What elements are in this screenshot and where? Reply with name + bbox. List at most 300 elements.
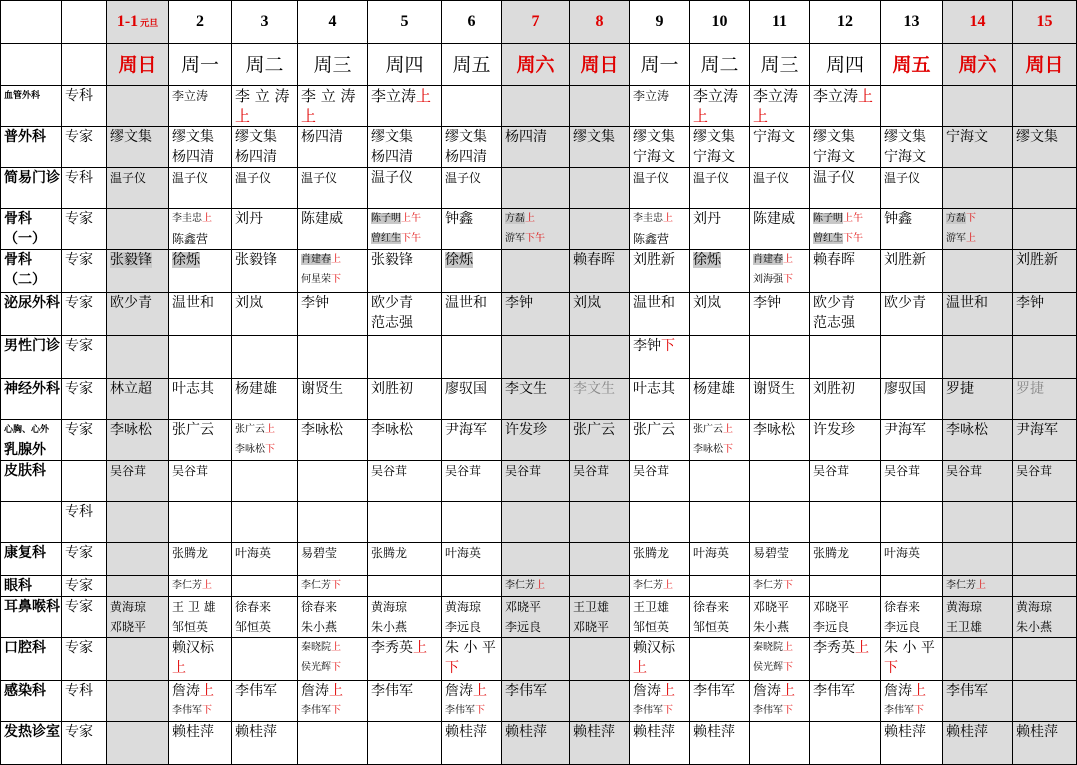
doctor-cell <box>810 597 881 638</box>
doctor-name-text: 范志强 <box>371 315 413 331</box>
doctor-name <box>813 293 880 313</box>
department-cell <box>1 420 62 461</box>
date-number: 14 <box>969 13 986 30</box>
doctor-name <box>633 336 689 356</box>
doctor-name-text: 李咏松 <box>235 444 265 455</box>
schedule-row <box>1 168 1077 209</box>
doctor-name <box>753 379 809 399</box>
date-number: 13 <box>903 13 920 30</box>
doctor-cell <box>107 597 169 638</box>
doctor-name-text: 张毅锋 <box>110 252 152 268</box>
weekday-cell: 周三 <box>298 44 368 86</box>
doctor-name-text: 肖建春 <box>301 254 331 265</box>
doctor-name <box>235 681 297 701</box>
doctor-name-text: 黄海琼 <box>946 600 983 614</box>
date-number-cell <box>750 1 810 44</box>
doctor-name-text: 李咏松 <box>301 422 343 438</box>
department-cell <box>1 293 62 336</box>
session-marker: 下 <box>331 274 341 285</box>
doctor-cell <box>570 293 630 336</box>
doctor-name-text: 许发珍 <box>505 422 547 438</box>
doctor-name-text: 陈子明 <box>371 213 401 224</box>
doctor-cell <box>107 420 169 461</box>
doctor-name-text: 秦晓院 <box>753 642 783 653</box>
doctor-name <box>371 681 441 701</box>
doctor-cell <box>232 681 298 722</box>
doctor-name <box>813 597 880 617</box>
doctor-cell <box>368 336 442 379</box>
doctor-name <box>633 127 689 147</box>
doctor-cell <box>881 681 943 722</box>
doctor-name <box>946 127 1012 147</box>
session-marker: 下午 <box>401 233 421 244</box>
doctor-name-text: 温子仪 <box>633 171 670 185</box>
doctor-name <box>946 379 1012 399</box>
doctor-cell <box>107 576 169 597</box>
department-cell <box>1 86 62 127</box>
doctor-name <box>946 617 1012 637</box>
doctor-name <box>633 681 689 701</box>
session-marker: 上 <box>331 642 341 653</box>
doctor-cell <box>298 576 368 597</box>
doctor-name-text: 朱小燕 <box>371 620 408 634</box>
session-marker: 上 <box>663 580 673 591</box>
doctor-name-text: 下 <box>884 660 898 676</box>
doctor-name-text: 缪文集 <box>371 129 413 145</box>
doctor-cell <box>881 576 943 597</box>
doctor-cell <box>690 722 750 765</box>
doctor-cell <box>881 543 943 576</box>
doctor-name <box>172 681 231 701</box>
session-marker: 下 <box>202 705 212 716</box>
doctor-name <box>946 420 1012 440</box>
doctor-name <box>445 597 501 617</box>
doctor-name <box>235 597 297 617</box>
doctor-cell <box>232 543 298 576</box>
doctor-name-text: 徐烁 <box>445 252 473 268</box>
doctor-name <box>693 597 749 617</box>
doctor-name-text: 李文生 <box>573 381 615 397</box>
doctor-cell <box>1013 336 1077 379</box>
date-number: 15 <box>1036 13 1053 30</box>
doctor-name-text: 杨四清 <box>445 149 487 165</box>
weekday-cell: 周三 <box>750 44 810 86</box>
doctor-name-text: 李伟军 <box>884 705 914 716</box>
doctor-name <box>633 597 689 617</box>
doctor-name <box>110 293 168 313</box>
doctor-name-text: 谢贤生 <box>753 381 795 397</box>
date-number: 7 <box>531 13 540 30</box>
doctor-cell <box>630 420 690 461</box>
doctor-name <box>633 379 689 399</box>
doctor-cell <box>630 168 690 209</box>
doctor-name <box>813 420 880 440</box>
doctor-name <box>884 658 942 678</box>
schedule-row <box>1 597 1077 638</box>
doctor-name-text: 温世和 <box>633 295 675 311</box>
department-name: 血管外科 <box>4 91 41 101</box>
session-marker: 上 <box>202 580 212 591</box>
doctor-cell <box>630 502 690 543</box>
doctor-name <box>884 168 942 188</box>
doctor-name <box>813 543 880 563</box>
session-marker: 上 <box>781 683 795 699</box>
doctor-cell <box>810 543 881 576</box>
session-marker: 上 <box>661 683 675 699</box>
doctor-name-text: 陈建威 <box>301 211 343 227</box>
doctor-name-text: 詹涛 <box>633 683 661 699</box>
doctor-name-text: 上 <box>235 107 251 125</box>
doctor-name-text: 李远良 <box>813 620 850 634</box>
doctor-name <box>633 461 689 481</box>
doctor-cell <box>169 86 232 127</box>
doctor-cell <box>750 461 810 502</box>
category-cell: 专家 <box>62 250 107 293</box>
doctor-cell <box>442 86 502 127</box>
doctor-cell <box>750 336 810 379</box>
doctor-cell <box>232 461 298 502</box>
doctor-name <box>573 250 629 270</box>
doctor-cell <box>690 379 750 420</box>
doctor-cell <box>107 86 169 127</box>
doctor-cell <box>368 502 442 543</box>
category-cell: 专科 <box>62 168 107 209</box>
weekday-cell: 周五 <box>442 44 502 86</box>
doctor-cell <box>232 293 298 336</box>
doctor-cell <box>810 461 881 502</box>
doctor-name-text: 李咏松 <box>946 422 988 438</box>
weekday-row <box>1 44 1077 86</box>
doctor-cell <box>943 597 1013 638</box>
corner-cell-cat <box>62 1 107 44</box>
doctor-name-text: 赖春晖 <box>813 252 855 268</box>
weekday-cell: 周日 <box>107 44 169 86</box>
doctor-cell <box>107 336 169 379</box>
doctor-cell <box>810 681 881 722</box>
doctor-cell <box>1013 209 1077 250</box>
schedule-row <box>1 681 1077 722</box>
doctor-name-text: 李咏松 <box>693 444 723 455</box>
doctor-cell <box>570 502 630 543</box>
doctor-name-text: 廖驭国 <box>445 381 487 397</box>
doctor-cell <box>298 168 368 209</box>
doctor-name <box>235 722 297 742</box>
doctor-cell <box>107 638 169 681</box>
doctor-cell <box>169 209 232 250</box>
doctor-name-text: 林立超 <box>110 381 152 397</box>
doctor-cell <box>169 502 232 543</box>
weekday-cell: 周一 <box>630 44 690 86</box>
department-name: 骨科（一） <box>4 211 46 247</box>
doctor-cell <box>169 379 232 420</box>
doctor-name <box>573 293 629 313</box>
doctor-name-text: 张广云 <box>235 424 265 435</box>
session-marker: 上 <box>535 580 545 591</box>
doctor-name-text: 李远良 <box>884 620 921 634</box>
doctor-cell <box>810 638 881 681</box>
doctor-cell <box>690 209 750 250</box>
doctor-name-text: 杨四清 <box>301 129 343 145</box>
doctor-name-text: 缪文集 <box>110 129 152 145</box>
doctor-name <box>884 127 942 147</box>
doctor-cell <box>943 127 1013 168</box>
doctor-name-text: 刘胜新 <box>633 252 675 268</box>
doctor-name <box>371 127 441 147</box>
session-marker: 下 <box>475 705 485 716</box>
doctor-cell <box>1013 502 1077 543</box>
doctor-name-text: 肖建春 <box>753 254 783 265</box>
doctor-name-text: 缪文集 <box>445 129 487 145</box>
doctor-name <box>884 543 942 563</box>
doctor-name <box>946 461 1012 481</box>
doctor-name <box>1016 293 1076 313</box>
schedule-row <box>1 250 1077 293</box>
doctor-name <box>1016 461 1076 481</box>
doctor-cell <box>107 209 169 250</box>
doctor-name <box>172 461 231 481</box>
doctor-name-text: 温世和 <box>946 295 988 311</box>
doctor-name-text: 张广云 <box>693 424 723 435</box>
doctor-name <box>693 86 749 106</box>
doctor-cell <box>810 293 881 336</box>
doctor-name <box>693 722 749 742</box>
doctor-name <box>445 293 501 313</box>
doctor-name-text: 温子仪 <box>301 171 338 185</box>
doctor-name <box>505 461 569 481</box>
doctor-name <box>172 722 231 742</box>
doctor-name <box>301 597 367 617</box>
doctor-name-text: 温世和 <box>172 295 214 311</box>
doctor-name-text: 温子仪 <box>813 170 855 186</box>
doctor-name <box>235 250 297 270</box>
doctor-name-text: 徐烁 <box>172 252 200 268</box>
doctor-name <box>235 293 297 313</box>
doctor-cell <box>298 86 368 127</box>
session-marker: 上 <box>413 640 427 656</box>
doctor-cell <box>368 461 442 502</box>
session-marker: 下 <box>783 580 793 591</box>
doctor-name-text: 詹涛 <box>884 683 912 699</box>
doctor-name-text: 李秀英 <box>813 640 855 656</box>
doctor-name <box>172 168 231 188</box>
doctor-name-text: 陈鑫营 <box>172 232 209 246</box>
doctor-cell <box>1013 576 1077 597</box>
department-name: 男性门诊 <box>4 338 60 354</box>
category-cell: 专家 <box>62 543 107 576</box>
doctor-name-text: 叶志其 <box>172 381 214 397</box>
doctor-cell <box>502 597 570 638</box>
doctor-name-text: 王卫雄 <box>573 600 610 614</box>
doctor-name <box>633 293 689 313</box>
department-cell <box>1 127 62 168</box>
doctor-cell <box>502 461 570 502</box>
date-number-row <box>1 1 1077 44</box>
doctor-cell <box>630 543 690 576</box>
doctor-cell <box>442 209 502 250</box>
session-marker: 上 <box>783 254 793 265</box>
doctor-name-text: 吴谷茸 <box>946 464 983 478</box>
date-number-cell <box>943 1 1013 44</box>
doctor-name-text: 刘岚 <box>573 295 601 311</box>
doctor-cell <box>502 722 570 765</box>
doctor-name <box>633 543 689 563</box>
doctor-name-text: 詹涛 <box>753 683 781 699</box>
weekday-cell: 周日 <box>570 44 630 86</box>
schedule-row <box>1 86 1077 127</box>
department-cell <box>1 168 62 209</box>
session-marker: 下午 <box>525 233 545 244</box>
schedule-row <box>1 502 1077 543</box>
doctor-name-text: 李 立 涛 <box>301 87 356 105</box>
doctor-name <box>445 461 501 481</box>
doctor-cell <box>750 597 810 638</box>
doctor-cell <box>368 86 442 127</box>
doctor-name <box>753 658 809 678</box>
doctor-name <box>235 147 297 167</box>
doctor-name <box>753 420 809 440</box>
doctor-name-text: 徐烁 <box>693 252 721 268</box>
doctor-cell <box>368 722 442 765</box>
doctor-cell <box>810 127 881 168</box>
department-name: 口腔科 <box>4 640 46 656</box>
doctor-name <box>301 701 367 721</box>
session-marker: 下 <box>661 338 675 354</box>
doctor-cell <box>810 168 881 209</box>
doctor-name-text: 张毅锋 <box>235 252 277 268</box>
doctor-name-text: 邓晓平 <box>110 620 147 634</box>
session-marker: 上 <box>858 87 874 105</box>
doctor-name-text: 吴谷茸 <box>633 464 670 478</box>
doctor-name <box>172 127 231 147</box>
doctor-name <box>301 106 367 126</box>
session-marker: 上 <box>473 683 487 699</box>
doctor-name <box>693 543 749 563</box>
doctor-cell <box>298 681 368 722</box>
doctor-name <box>1016 722 1076 742</box>
doctor-name <box>573 420 629 440</box>
doctor-name <box>172 543 231 563</box>
doctor-name <box>110 420 168 440</box>
doctor-cell <box>442 250 502 293</box>
doctor-cell <box>690 420 750 461</box>
weekday-cell: 周四 <box>810 44 881 86</box>
doctor-cell <box>570 379 630 420</box>
doctor-cell <box>298 209 368 250</box>
doctor-name-text: 李秀英 <box>371 640 413 656</box>
department-name: 皮肤科 <box>4 463 46 479</box>
doctor-cell <box>442 638 502 681</box>
doctor-name-text: 李仁芳 <box>505 580 535 591</box>
doctor-name-text: 温子仪 <box>371 170 413 186</box>
doctor-name-text: 温子仪 <box>693 171 730 185</box>
department-name: 康复科 <box>4 545 46 561</box>
doctor-name-text: 杨建雄 <box>235 381 277 397</box>
doctor-name <box>813 638 880 658</box>
doctor-name-text: 朱小燕 <box>1016 620 1053 634</box>
doctor-name <box>753 209 809 229</box>
doctor-cell <box>368 543 442 576</box>
schedule-row <box>1 420 1077 461</box>
doctor-name-text: 张腾龙 <box>172 546 209 560</box>
doctor-cell <box>442 420 502 461</box>
doctor-cell <box>810 250 881 293</box>
doctor-name-text: 吴谷茸 <box>110 464 147 478</box>
doctor-name <box>693 293 749 313</box>
doctor-name-text: 温子仪 <box>884 171 921 185</box>
doctor-name <box>235 168 297 188</box>
doctor-cell <box>169 461 232 502</box>
doctor-name <box>693 420 749 440</box>
doctor-cell <box>570 127 630 168</box>
department-name: 眼科 <box>4 578 32 594</box>
doctor-name <box>813 229 880 249</box>
doctor-name-text: 刘岚 <box>235 295 263 311</box>
doctor-name-text: 侯光辉 <box>301 662 331 673</box>
doctor-name-text: 李立涛 <box>693 87 739 105</box>
doctor-cell <box>442 379 502 420</box>
doctor-name <box>301 658 367 678</box>
doctor-name-text: 叶海英 <box>445 546 482 560</box>
doctor-name-text: 宁海文 <box>884 149 926 165</box>
date-number-cell <box>881 1 943 44</box>
doctor-cell <box>881 722 943 765</box>
doctor-cell <box>570 336 630 379</box>
department-name: 普外科 <box>4 129 46 145</box>
schedule-row <box>1 293 1077 336</box>
doctor-name-text: 叶海英 <box>693 546 730 560</box>
department-name: 骨科（二） <box>4 252 46 288</box>
doctor-cell <box>630 461 690 502</box>
doctor-name-text: 刘胜新 <box>1016 252 1058 268</box>
doctor-name-text: 李立涛 <box>753 87 799 105</box>
doctor-name <box>1016 127 1076 147</box>
doctor-cell <box>232 336 298 379</box>
doctor-name <box>693 168 749 188</box>
date-number-cell <box>630 1 690 44</box>
doctor-name <box>753 270 809 290</box>
doctor-name <box>884 722 942 742</box>
doctor-name-text: 刘丹 <box>693 211 721 227</box>
doctor-name <box>235 617 297 637</box>
doctor-name-text: 张毅锋 <box>371 252 413 268</box>
doctor-name <box>813 681 880 701</box>
doctor-name <box>884 250 942 270</box>
doctor-name <box>235 420 297 440</box>
doctor-cell <box>368 576 442 597</box>
doctor-name-text: 缪文集 <box>172 129 214 145</box>
doctor-cell <box>750 168 810 209</box>
doctor-cell <box>1013 461 1077 502</box>
doctor-name-text: 宁海文 <box>693 149 735 165</box>
doctor-cell <box>502 168 570 209</box>
doctor-cell <box>232 379 298 420</box>
session-marker: 上 <box>966 233 976 244</box>
doctor-name-text: 邹恒英 <box>633 620 670 634</box>
doctor-cell <box>502 543 570 576</box>
doctor-name-text: 吴谷茸 <box>813 464 850 478</box>
doctor-cell <box>750 576 810 597</box>
doctor-cell <box>750 379 810 420</box>
doctor-name <box>573 461 629 481</box>
doctor-name <box>172 86 231 106</box>
doctor-name <box>693 147 749 167</box>
doctor-name-text: 杨四清 <box>172 149 214 165</box>
doctor-name-text: 朱 小 平 <box>445 640 496 656</box>
doctor-cell <box>169 722 232 765</box>
doctor-name-text: 吴谷茸 <box>884 464 921 478</box>
doctor-name <box>753 106 809 126</box>
doctor-cell <box>570 209 630 250</box>
